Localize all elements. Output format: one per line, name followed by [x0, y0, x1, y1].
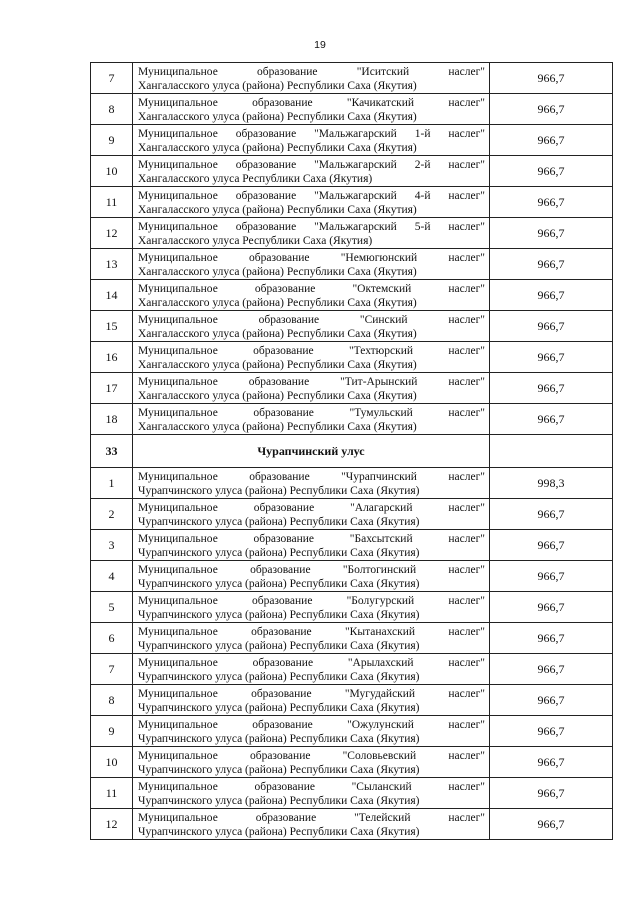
table-row: [91, 747, 613, 778]
municipality-name-line2: Чурапчинского улуса (района) Республики Саха (Якутия): [138, 577, 420, 590]
municipality-name-line1: Муниципальное образование "Иситский наслег": [138, 65, 485, 78]
amount-value: 966,7: [490, 778, 613, 809]
amount-value: 966,7: [490, 592, 613, 623]
amount-value: 966,7: [490, 342, 613, 373]
row-number: 13: [91, 249, 133, 280]
municipality-name-cell: [133, 280, 490, 311]
allocation-table: [90, 62, 613, 840]
municipality-name-line2: Чурапчинского улуса (района) Республики Саха (Якутия): [138, 639, 420, 652]
municipality-name-line2: Хангаласского улуса (района) Республики Саха (Якутия): [138, 141, 417, 154]
municipality-name-line1: Муниципальное образование "Мальжагарский 1-й наслег": [138, 127, 485, 140]
table-row: [91, 561, 613, 592]
municipality-name-line1: Муниципальное образование "Болугурский наслег": [138, 594, 485, 607]
row-number: 14: [91, 280, 133, 311]
row-number: 8: [91, 685, 133, 716]
municipality-name-line2: Хангаласского улуса (района) Республики Саха (Якутия): [138, 358, 417, 371]
amount-value: 966,7: [490, 156, 613, 187]
municipality-name-line1: Муниципальное образование "Алагарский наслег": [138, 501, 485, 514]
municipality-name-cell: [133, 530, 490, 561]
municipality-name-cell: [133, 809, 490, 840]
amount-value: 966,7: [490, 94, 613, 125]
municipality-name-line2: Хангаласского улуса (района) Республики Саха (Якутия): [138, 389, 417, 402]
amount-value: 966,7: [490, 187, 613, 218]
municipality-name-cell: [133, 747, 490, 778]
amount-value: 966,7: [490, 311, 613, 342]
row-number: 6: [91, 623, 133, 654]
table-row: [91, 468, 613, 499]
municipality-name-cell: [133, 311, 490, 342]
municipality-name-line2: Чурапчинского улуса (района) Республики Саха (Якутия): [138, 825, 420, 838]
municipality-name-line1: Муниципальное образование "Мальжагарский 5-й наслег": [138, 220, 485, 233]
municipality-name-line2: Хангаласского улуса (района) Республики Саха (Якутия): [138, 265, 417, 278]
table-row: [91, 592, 613, 623]
row-number: 10: [91, 747, 133, 778]
municipality-name-cell: [133, 404, 490, 435]
table-row: [91, 809, 613, 840]
row-number: 11: [91, 778, 133, 809]
municipality-name-line2: Хангаласского улуса (района) Республики Саха (Якутия): [138, 420, 417, 433]
municipality-name-line2: Чурапчинского улуса (района) Республики Саха (Якутия): [138, 732, 420, 745]
municipality-name-line2: Чурапчинского улуса (района) Республики Саха (Якутия): [138, 546, 420, 559]
table-row: [91, 94, 613, 125]
municipality-name-cell: [133, 778, 490, 809]
amount-value: 966,7: [490, 499, 613, 530]
municipality-name-line1: Муниципальное образование "Арылахский наслег": [138, 656, 485, 669]
table-body: [91, 63, 613, 840]
table-row: [91, 654, 613, 685]
table-row: [91, 280, 613, 311]
municipality-name-cell: [133, 468, 490, 499]
municipality-name-cell: [133, 187, 490, 218]
page-number: 19: [314, 39, 326, 51]
section-title: Чурапчинский улус: [133, 435, 490, 468]
row-number: 1: [91, 468, 133, 499]
row-number: 12: [91, 218, 133, 249]
table-row: [91, 156, 613, 187]
municipality-name-line2: Хангаласского улуса (района) Республики Саха (Якутия): [138, 327, 417, 340]
municipality-name-line1: Муниципальное образование "Телейский наслег": [138, 811, 485, 824]
section-number: 33: [91, 435, 133, 468]
municipality-name-line1: Муниципальное образование "Соловьевский наслег": [138, 749, 485, 762]
municipality-name-line2: Чурапчинского улуса (района) Республики Саха (Якутия): [138, 608, 420, 621]
table-row: [91, 623, 613, 654]
table-row: [91, 187, 613, 218]
amount-value: 966,7: [490, 218, 613, 249]
municipality-name-cell: [133, 685, 490, 716]
table-row: [91, 778, 613, 809]
row-number: 2: [91, 499, 133, 530]
amount-value: 966,7: [490, 716, 613, 747]
amount-value: 966,7: [490, 249, 613, 280]
table-row: [91, 63, 613, 94]
row-number: 11: [91, 187, 133, 218]
municipality-name-line1: Муниципальное образование "Сыланский наслег": [138, 780, 485, 793]
municipality-name-line2: Чурапчинского улуса (района) Республики Саха (Якутия): [138, 794, 420, 807]
amount-value: 966,7: [490, 125, 613, 156]
municipality-name-cell: [133, 592, 490, 623]
table-row: [91, 125, 613, 156]
row-number: 5: [91, 592, 133, 623]
municipality-name-line1: Муниципальное образование "Немюгюнский наслег": [138, 251, 485, 264]
row-number: 9: [91, 716, 133, 747]
amount-value: 966,7: [490, 373, 613, 404]
municipality-name-line2: Чурапчинского улуса (района) Республики Саха (Якутия): [138, 701, 420, 714]
municipality-name-line1: Муниципальное образование "Чурапчинский наслег": [138, 470, 485, 483]
municipality-name-line1: Муниципальное образование "Тит-Арынский наслег": [138, 375, 485, 388]
municipality-name-cell: [133, 373, 490, 404]
municipality-name-line1: Муниципальное образование "Ожулунский наслег": [138, 718, 485, 731]
municipality-name-line2: Хангаласского улуса (района) Республики Саха (Якутия): [138, 296, 417, 309]
municipality-name-line1: Муниципальное образование "Качикатский наслег": [138, 96, 485, 109]
row-number: 3: [91, 530, 133, 561]
table-row: [91, 530, 613, 561]
amount-value: 966,7: [490, 685, 613, 716]
table-row: [91, 404, 613, 435]
municipality-name-cell: [133, 716, 490, 747]
municipality-name-cell: [133, 94, 490, 125]
table-row: [91, 218, 613, 249]
municipality-name-cell: [133, 654, 490, 685]
municipality-name-cell: [133, 342, 490, 373]
municipality-name-line1: Муниципальное образование "Бахсытский наслег": [138, 532, 485, 545]
row-number: 17: [91, 373, 133, 404]
table-row: [91, 373, 613, 404]
municipality-name-cell: [133, 499, 490, 530]
municipality-name-line1: Муниципальное образование "Болтогинский наслег": [138, 563, 485, 576]
municipality-name-cell: [133, 218, 490, 249]
municipality-name-line2: Чурапчинского улуса (района) Республики Саха (Якутия): [138, 484, 420, 497]
municipality-name-line1: Муниципальное образование "Кытанахский наслег": [138, 625, 485, 638]
row-number: 9: [91, 125, 133, 156]
municipality-name-line1: Муниципальное образование "Октемский наслег": [138, 282, 485, 295]
municipality-name-cell: [133, 63, 490, 94]
table-row: [91, 685, 613, 716]
row-number: 16: [91, 342, 133, 373]
row-number: 18: [91, 404, 133, 435]
municipality-name-line2: Хангаласского улуса (района) Республики Саха (Якутия): [138, 79, 417, 92]
municipality-name-cell: [133, 156, 490, 187]
municipality-name-line2: Чурапчинского улуса (района) Республики Саха (Якутия): [138, 670, 420, 683]
row-number: 15: [91, 311, 133, 342]
municipality-name-line2: Чурапчинского улуса (района) Республики Саха (Якутия): [138, 515, 420, 528]
row-number: 12: [91, 809, 133, 840]
row-number: 8: [91, 94, 133, 125]
municipality-name-line1: Муниципальное образование "Мальжагарский 4-й наслег": [138, 189, 485, 202]
municipality-name-line1: Муниципальное образование "Синский наслег": [138, 313, 485, 326]
municipality-name-line2: Хангаласского улуса (района) Республики Саха (Якутия): [138, 203, 417, 216]
amount-value: 966,7: [490, 623, 613, 654]
municipality-name-cell: [133, 561, 490, 592]
amount-value: 966,7: [490, 561, 613, 592]
row-number: 7: [91, 654, 133, 685]
table-row: [91, 716, 613, 747]
municipality-name-cell: [133, 249, 490, 280]
municipality-name-line1: Муниципальное образование "Техтюрский наслег": [138, 344, 485, 357]
row-number: 10: [91, 156, 133, 187]
municipality-name-line1: Муниципальное образование "Мугудайский наслег": [138, 687, 485, 700]
section-value: [490, 435, 613, 468]
row-number: 7: [91, 63, 133, 94]
section-header-row: [91, 435, 613, 468]
municipality-name-line2: Хангаласского улуса Республики Саха (Якутия): [138, 234, 373, 247]
row-number: 4: [91, 561, 133, 592]
municipality-name-line2: Хангаласского улуса (района) Республики Саха (Якутия): [138, 110, 417, 123]
amount-value: 966,7: [490, 63, 613, 94]
municipality-name-cell: [133, 623, 490, 654]
municipality-name-line1: Муниципальное образование "Мальжагарский 2-й наслег": [138, 158, 485, 171]
municipality-name-line1: Муниципальное образование "Тумульский наслег": [138, 406, 485, 419]
table-row: [91, 342, 613, 373]
amount-value: 966,7: [490, 530, 613, 561]
amount-value: 998,3: [490, 468, 613, 499]
amount-value: 966,7: [490, 280, 613, 311]
table-row: [91, 249, 613, 280]
amount-value: 966,7: [490, 654, 613, 685]
amount-value: 966,7: [490, 747, 613, 778]
municipality-name-line2: Чурапчинского улуса (района) Республики Саха (Якутия): [138, 763, 420, 776]
amount-value: 966,7: [490, 404, 613, 435]
municipality-name-cell: [133, 125, 490, 156]
table-row: [91, 499, 613, 530]
amount-value: 966,7: [490, 809, 613, 840]
municipality-name-line2: Хангаласского улуса Республики Саха (Якутия): [138, 172, 373, 185]
table-row: [91, 311, 613, 342]
